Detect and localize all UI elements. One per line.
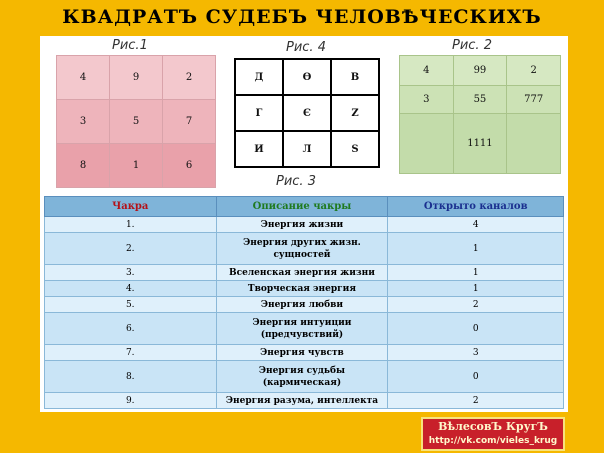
fig4-cell: Л: [283, 131, 331, 167]
vieles-krug-badge[interactable]: [421, 417, 565, 451]
fig2-cell: 777: [507, 86, 561, 114]
fig4-cell: Д: [235, 59, 283, 95]
fig2-cell: 1111: [453, 114, 507, 174]
header-description: Описание чакры: [216, 197, 388, 217]
chakra-number: 6.: [45, 313, 217, 345]
fig3-label: Рис. 3: [276, 174, 316, 189]
chakra-number: 3.: [45, 265, 217, 281]
chakra-number: 8.: [45, 361, 217, 393]
fig2-cell: 4: [400, 56, 454, 86]
badge-title: ВѣлесовЪ КругЪ: [438, 420, 548, 433]
chakra-count: 2: [388, 297, 564, 313]
fig4-cell: Ѕ: [331, 131, 379, 167]
fig1-cell: 5: [110, 100, 163, 144]
fig1-cell: 1: [110, 144, 163, 188]
fig1-cell: 9: [110, 56, 163, 100]
page-title: КВАДРАТЪ СУДЕБЪ ЧЕЛОВѢЧЕСКИХЪ: [62, 6, 542, 28]
fig2-cell: 3: [400, 86, 454, 114]
fig4-label: Рис. 4: [286, 40, 326, 55]
table-header-row: [45, 197, 564, 217]
fig2-grid: [399, 55, 561, 174]
fig4-cell: И: [235, 131, 283, 167]
chakra-number: 5.: [45, 297, 217, 313]
chakra-number: 1.: [45, 217, 217, 233]
chakra-description: Энергия интуиции (предчувствий): [216, 313, 388, 345]
table-row: [45, 265, 564, 281]
table-row: [45, 393, 564, 409]
chakra-description: Энергия судьбы (кармическая): [216, 361, 388, 393]
fig2-cell: 99: [453, 56, 507, 86]
chakra-description: Энергия других жизн. сущностей: [216, 233, 388, 265]
chakra-count: 0: [388, 361, 564, 393]
fig1-cell: 7: [163, 100, 216, 144]
chakra-description: Энергия любви: [216, 297, 388, 313]
fig2-cell: [400, 114, 454, 174]
fig2-label: Рис. 2: [452, 38, 492, 53]
chakra-description: Творческая энергия: [216, 281, 388, 297]
chakra-number: 4.: [45, 281, 217, 297]
table-row: [45, 297, 564, 313]
table-row: [45, 361, 564, 393]
chakra-count: 3: [388, 345, 564, 361]
table-row: [45, 281, 564, 297]
fig1-label: Рис.1: [112, 38, 148, 53]
fig4-cell: В: [331, 59, 379, 95]
fig4-cell: Ѳ: [283, 59, 331, 95]
fig1-cell: 3: [57, 100, 110, 144]
chakra-count: 1: [388, 233, 564, 265]
header-chakra: Чакра: [45, 197, 217, 217]
chakra-number: 9.: [45, 393, 217, 409]
fig1-grid: [56, 55, 216, 188]
chakra-number: 7.: [45, 345, 217, 361]
table-row: [45, 345, 564, 361]
fig2-cell: 2: [507, 56, 561, 86]
fig4-cell: Г: [235, 95, 283, 131]
chakra-description: Энергия разума, интеллекта: [216, 393, 388, 409]
fig1-cell: 2: [163, 56, 216, 100]
chakra-count: 0: [388, 313, 564, 345]
badge-url[interactable]: http://vk.com/vieles_krug: [428, 436, 558, 446]
fig4-cell: Є: [283, 95, 331, 131]
table-row: [45, 313, 564, 345]
chakra-count: 2: [388, 393, 564, 409]
chakra-count: 1: [388, 265, 564, 281]
fig1-cell: 4: [57, 56, 110, 100]
chakra-description: Вселенская энергия жизни: [216, 265, 388, 281]
chakra-description: Энергия чувств: [216, 345, 388, 361]
fig2-cell: 55: [453, 86, 507, 114]
table-row: [45, 233, 564, 265]
chakra-count: 4: [388, 217, 564, 233]
fig4-cell: Ζ: [331, 95, 379, 131]
chakra-description: Энергия жизни: [216, 217, 388, 233]
fig4-grid: [234, 58, 380, 168]
fig1-cell: 8: [57, 144, 110, 188]
content-panel: [40, 36, 568, 412]
chakra-count: 1: [388, 281, 564, 297]
fig2-cell: [507, 114, 561, 174]
table-row: [45, 217, 564, 233]
chakra-number: 2.: [45, 233, 217, 265]
chakra-table: [44, 196, 564, 409]
header-open-channels: Открыто каналов: [388, 197, 564, 217]
fig1-cell: 6: [163, 144, 216, 188]
